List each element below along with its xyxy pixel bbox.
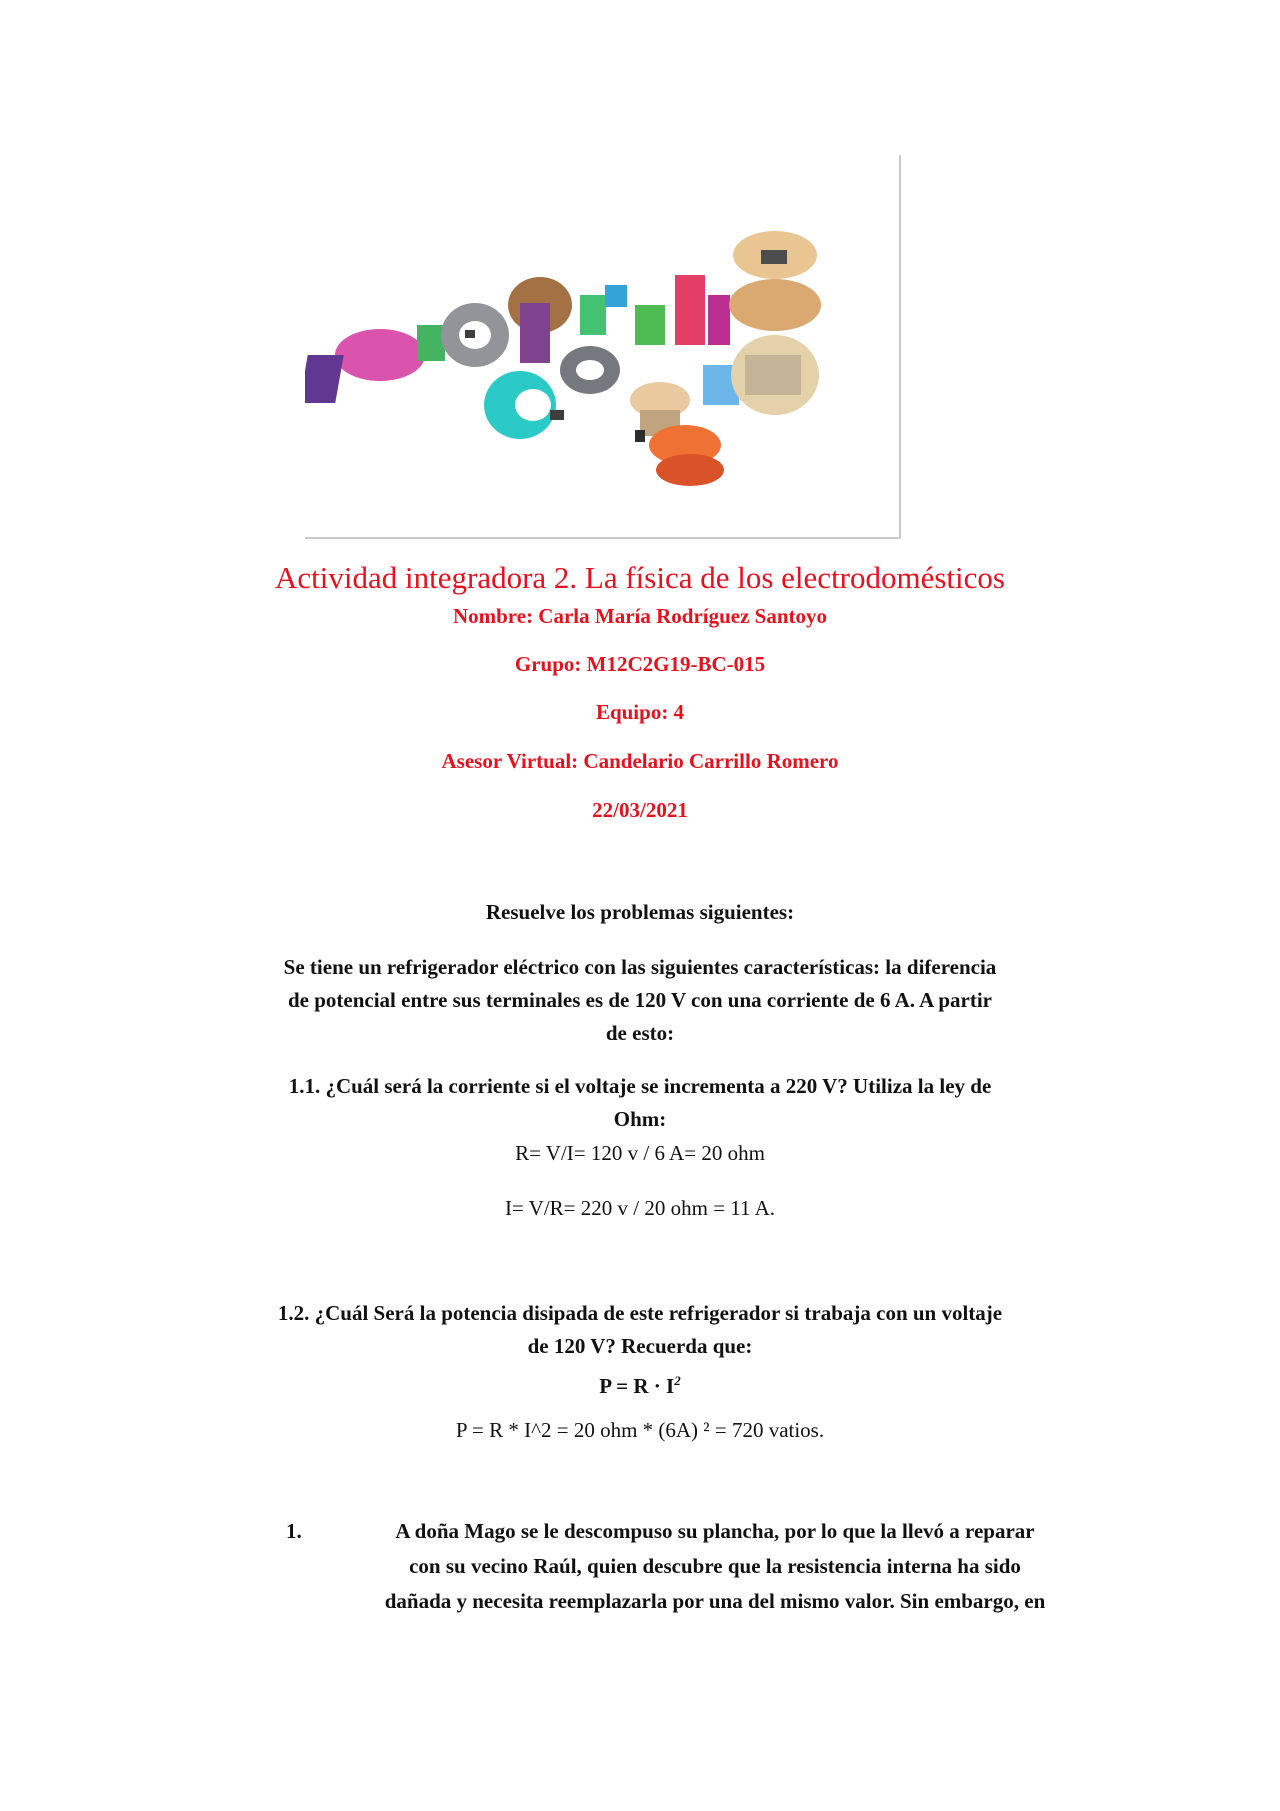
question-1-2-line-2: de 120 V? Recuerda que: [527,1334,753,1358]
instruction-text: Resuelve los problemas siguientes: [485,900,795,924]
question-1-1-line-2: Ohm: [613,1107,667,1131]
cover-illustration [305,155,901,539]
intro-line-3: de esto: [605,1021,675,1045]
date-label: 22/03/2021 [592,798,688,822]
problem-2-line-2: con su vecino Raúl, quien descubre que la resistencia interna ha sido [409,1554,1021,1578]
power-formula [0,1364,1280,1403]
problem-2-line-1: A doña Mago se le descompuso su plancha, por lo que la llevó a reparar [395,1519,1035,1543]
answer-1-1-line-2: I= V/R= 220 v / 20 ohm = 11 A. [504,1196,776,1220]
group-label: Grupo: M12C2G19-BC-015 [514,652,766,676]
advisor-label: Asesor Virtual: Candelario Carrillo Romero [441,749,839,773]
question-1-2-line-1: 1.2. ¿Cuál Será la potencia disipada de este refrigerador si trabaja con un voltaje [277,1301,1003,1325]
document-title: Actividad integradora 2. La física de los electrodomésticos [275,560,1005,595]
answer-1-2: P = R * I^2 = 20 ohm * (6A) ² = 720 vatios. [455,1418,825,1442]
formula-text: P = R · I [599,1374,675,1398]
intro-line-2: de potencial entre sus terminales es de 120 V con una corriente de 6 A. A partir [287,988,993,1012]
problem-2-item [286,1514,1130,1619]
answer-1-1-line-1: R= V/I= 120 v / 6 A= 20 ohm [515,1141,765,1165]
student-name: Nombre: Carla María Rodríguez Santoyo [452,604,828,628]
team-label: Equipo: 4 [595,700,685,724]
appliances-letters-image [305,155,901,539]
problem-2-number: 1. [286,1519,302,1543]
formula-exponent: 2 [674,1373,681,1388]
problem-2-line-3: dañada y necesita reemplazarla por una del mismo valor. Sin embargo, en [384,1589,1046,1613]
intro-line-1: Se tiene un refrigerador eléctrico con las siguientes características: la diferencia [283,955,997,979]
question-1-1-line-1: 1.1. ¿Cuál será la corriente si el voltaje se incrementa a 220 V? Utiliza la ley de [288,1074,992,1098]
